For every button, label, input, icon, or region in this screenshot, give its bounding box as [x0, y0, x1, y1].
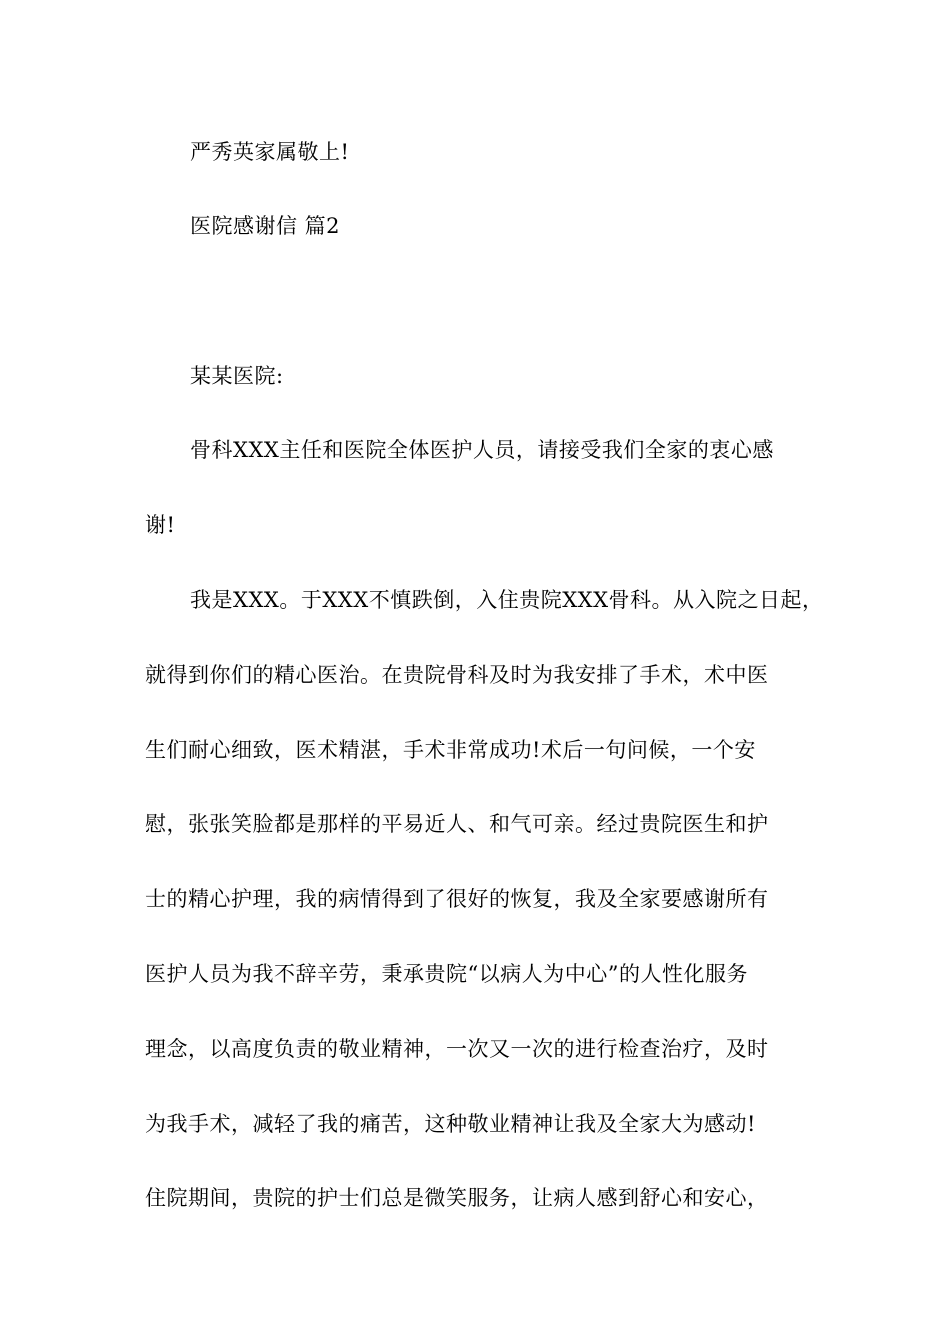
paragraph-line: 理念，以高度负责的敬业精神，一次又一次的进行检查治疗，及时 [145, 1037, 769, 1061]
salutation: 某某医院: [190, 364, 284, 388]
paragraph-line: 慰，张张笑脸都是那样的平易近人、和气可亲。经过贵院医生和护 [145, 812, 769, 836]
paragraph-line: 就得到你们的精心医治。在贵院骨科及时为我安排了手术，术中医 [145, 663, 769, 687]
paragraph-line: 生们耐心细致，医术精湛，手术非常成功!术后一句问候，一个安 [145, 738, 756, 762]
paragraph-line: 骨科XXX主任和医院全体医护人员，请接受我们全家的衷心感 [190, 438, 774, 462]
paragraph-line: 谢! [145, 513, 176, 537]
paragraph-line: 为我手术，减轻了我的痛苦，这种敬业精神让我及全家大为感动! [145, 1112, 756, 1136]
section-title: 医院感谢信 篇2 [190, 214, 341, 238]
paragraph-line: 我是XXX。于XXX不慎跌倒，入住贵院XXX骨科。从入院之日起， [190, 588, 824, 612]
paragraph-line: 医护人员为我不辞辛劳，秉承贵院“以病人为中心”的人性化服务 [145, 962, 748, 986]
paragraph-line: 士的精心护理，我的病情得到了很好的恢复，我及全家要感谢所有 [145, 887, 769, 911]
signature-line: 严秀英家属敬上! [190, 140, 350, 164]
paragraph-line: 住院期间，贵院的护士们总是微笑服务，让病人感到舒心和安心， [145, 1186, 769, 1210]
